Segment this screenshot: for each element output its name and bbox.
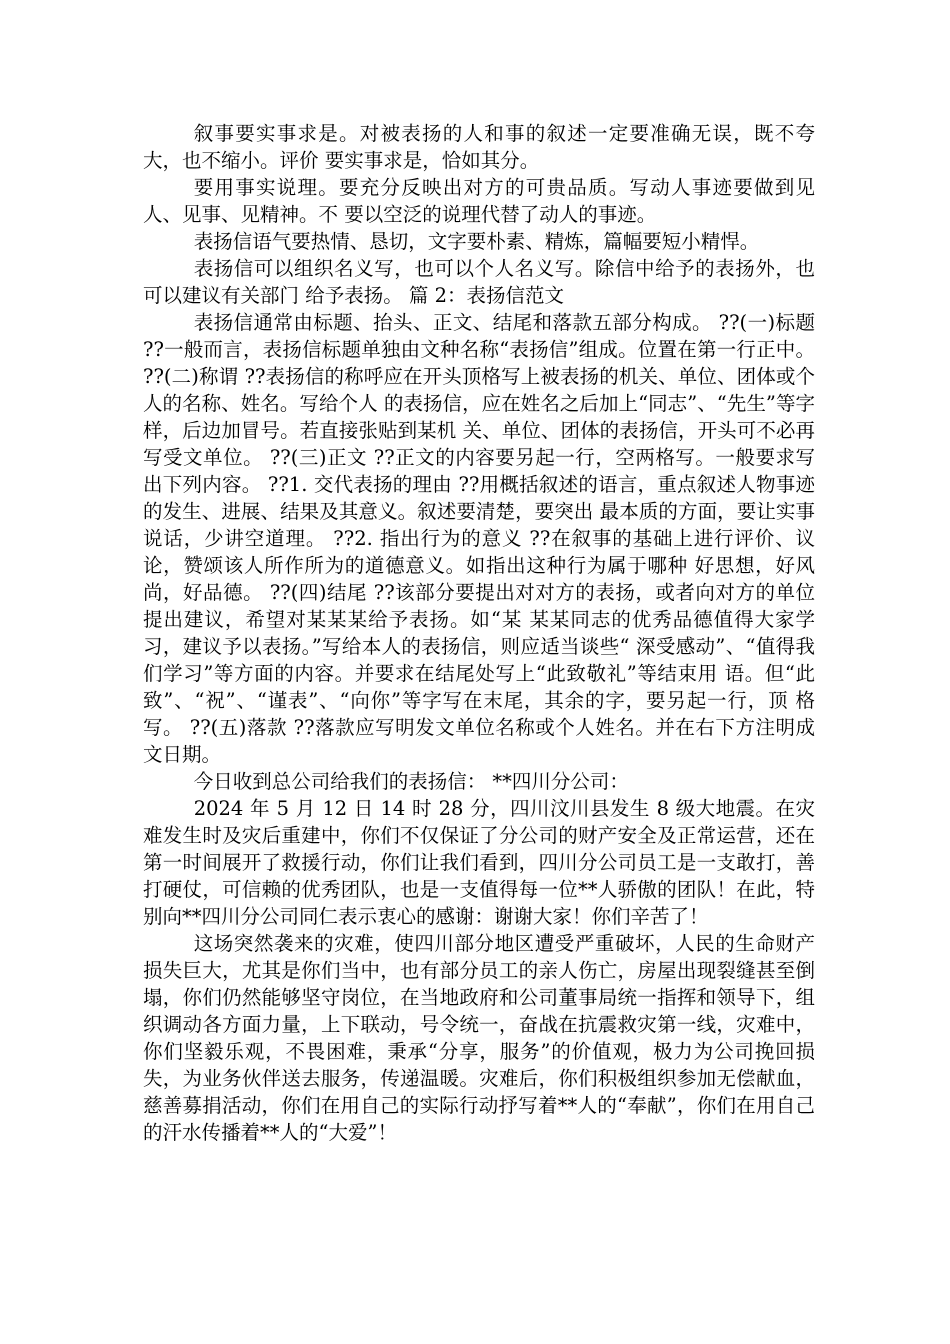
paragraph-narration-rule: 叙事要实事求是。对被表扬的人和事的叙述一定要准确无误，既不夸大，也不缩小。评价 要实事求是，恰如其分。 bbox=[143, 122, 815, 172]
paragraph-facts-rule: 要用事实说理。要充分反映出对方的可贵品质。写动人事迹要做到见人、见事、见精神。不 要以空泛的说理代替了动人的事迹。 bbox=[143, 176, 815, 226]
paragraph-letter-intro: 今日收到总公司给我们的表扬信： **四川分公司： bbox=[193, 770, 629, 793]
document-page bbox=[143, 120, 815, 1146]
paragraph-tone-rule: 表扬信语气要热情、恳切，文字要朴素、精炼，篇幅要短小精悍。 bbox=[193, 230, 760, 253]
paragraph-author-rule: 表扬信可以组织名义写，也可以个人名义写。除信中给予的表扬外，也可以建议有关部门 给予表扬。 篇 2：表扬信范文 bbox=[143, 257, 815, 307]
paragraph-disaster: 这场突然袭来的灾难，使四川部分地区遭受严重破坏，人民的生命财产损失巨大，尤其是你们当中，也有部分员工的亲人伤亡，房屋出现裂缝甚至倒塌，你们仍然能够坚守岗位，在当地政府和公司董事局统一指挥和领导下，组织调动各方面力量，上下联动，号令统一，奋战在抗震救灾第一线，灾难中，你们坚毅乐观，不畏困难，秉承“分享，服务”的价值观，极力为公司挽回损失，为业务伙伴送去服务，传递温暖。灾难后，你们积极组织参加无偿献血，慈善募捐活动，你们在用自己的实际行动抒写着**人的“奉献”，你们在用自己的汗水传播着**人的“大爱”！ bbox=[143, 932, 815, 1144]
paragraph-structure: 表扬信通常由标题、抬头、正文、结尾和落款五部分构成。 ??(一)标题 ??一般而言，表扬信标题单独由文种名称“表扬信”组成。位置在第一行正中。 ??(二)称谓 ??表扬信的称呼应在开头顶格写上被表扬的机关、单位、团体或个人的名称、姓名。写给个人 的表扬信，应在姓名之后加上“同志”、“先生”等字样，后边加冒号。若直接张贴到某机 关、单位、团体的表扬信，开头可不必再写受文单位。 ??(三)正文 ??正文的内容要另起一行，空两格写。一般要求写出下列内容。 ??1. 交代表扬的理由 ??用概括叙述的语言，重点叙述人物事迹的发生、进展、结果及其意义。叙述要清楚，要突出 最本质的方面，要让实事说话，少讲空道理。 ??2. 指出行为的意义 ??在叙事的基础上进行评价、议论，赞颂该人所作所为的道德意义。如指出这种行为属于哪种 好思想，好风尚，好品德。 ??(四)结尾 ??该部分要提出对对方的表扬，或者向对方的单位提出建议，希望对某某某给予表扬。如“某 某某同志的优秀品德值得大家学习，建议予以表扬。”写给本人的表扬信，则应适当谈些“ 深受感动”、“值得我们学习”等方面的内容。并要求在结尾处写上“此致敬礼”等结束用 语。但“此致”、“祝”、“谨表”、“向你”等字写在末尾，其余的字，要另起一行，顶 格写。 ??(五)落款 ??落款应写明发文单位名称或个人姓名。并在右下方注明成文日期。 bbox=[143, 311, 815, 766]
paragraph-earthquake: 2024 年 5 月 12 日 14 时 28 分，四川汶川县发生 8 级大地震。在灾难发生时及灾后重建中，你们不仅保证了分公司的财产安全及正常运营，还在第一时间展开了救援行动，你们让我们看到，四川分公司员工是一支敢打，善打硬仗，可信赖的优秀团队，也是一支值得每一位**人骄傲的团队！在此，特别向**四川分公司同仁表示衷心的感谢：谢谢大家！你们辛苦了！ bbox=[143, 797, 815, 928]
